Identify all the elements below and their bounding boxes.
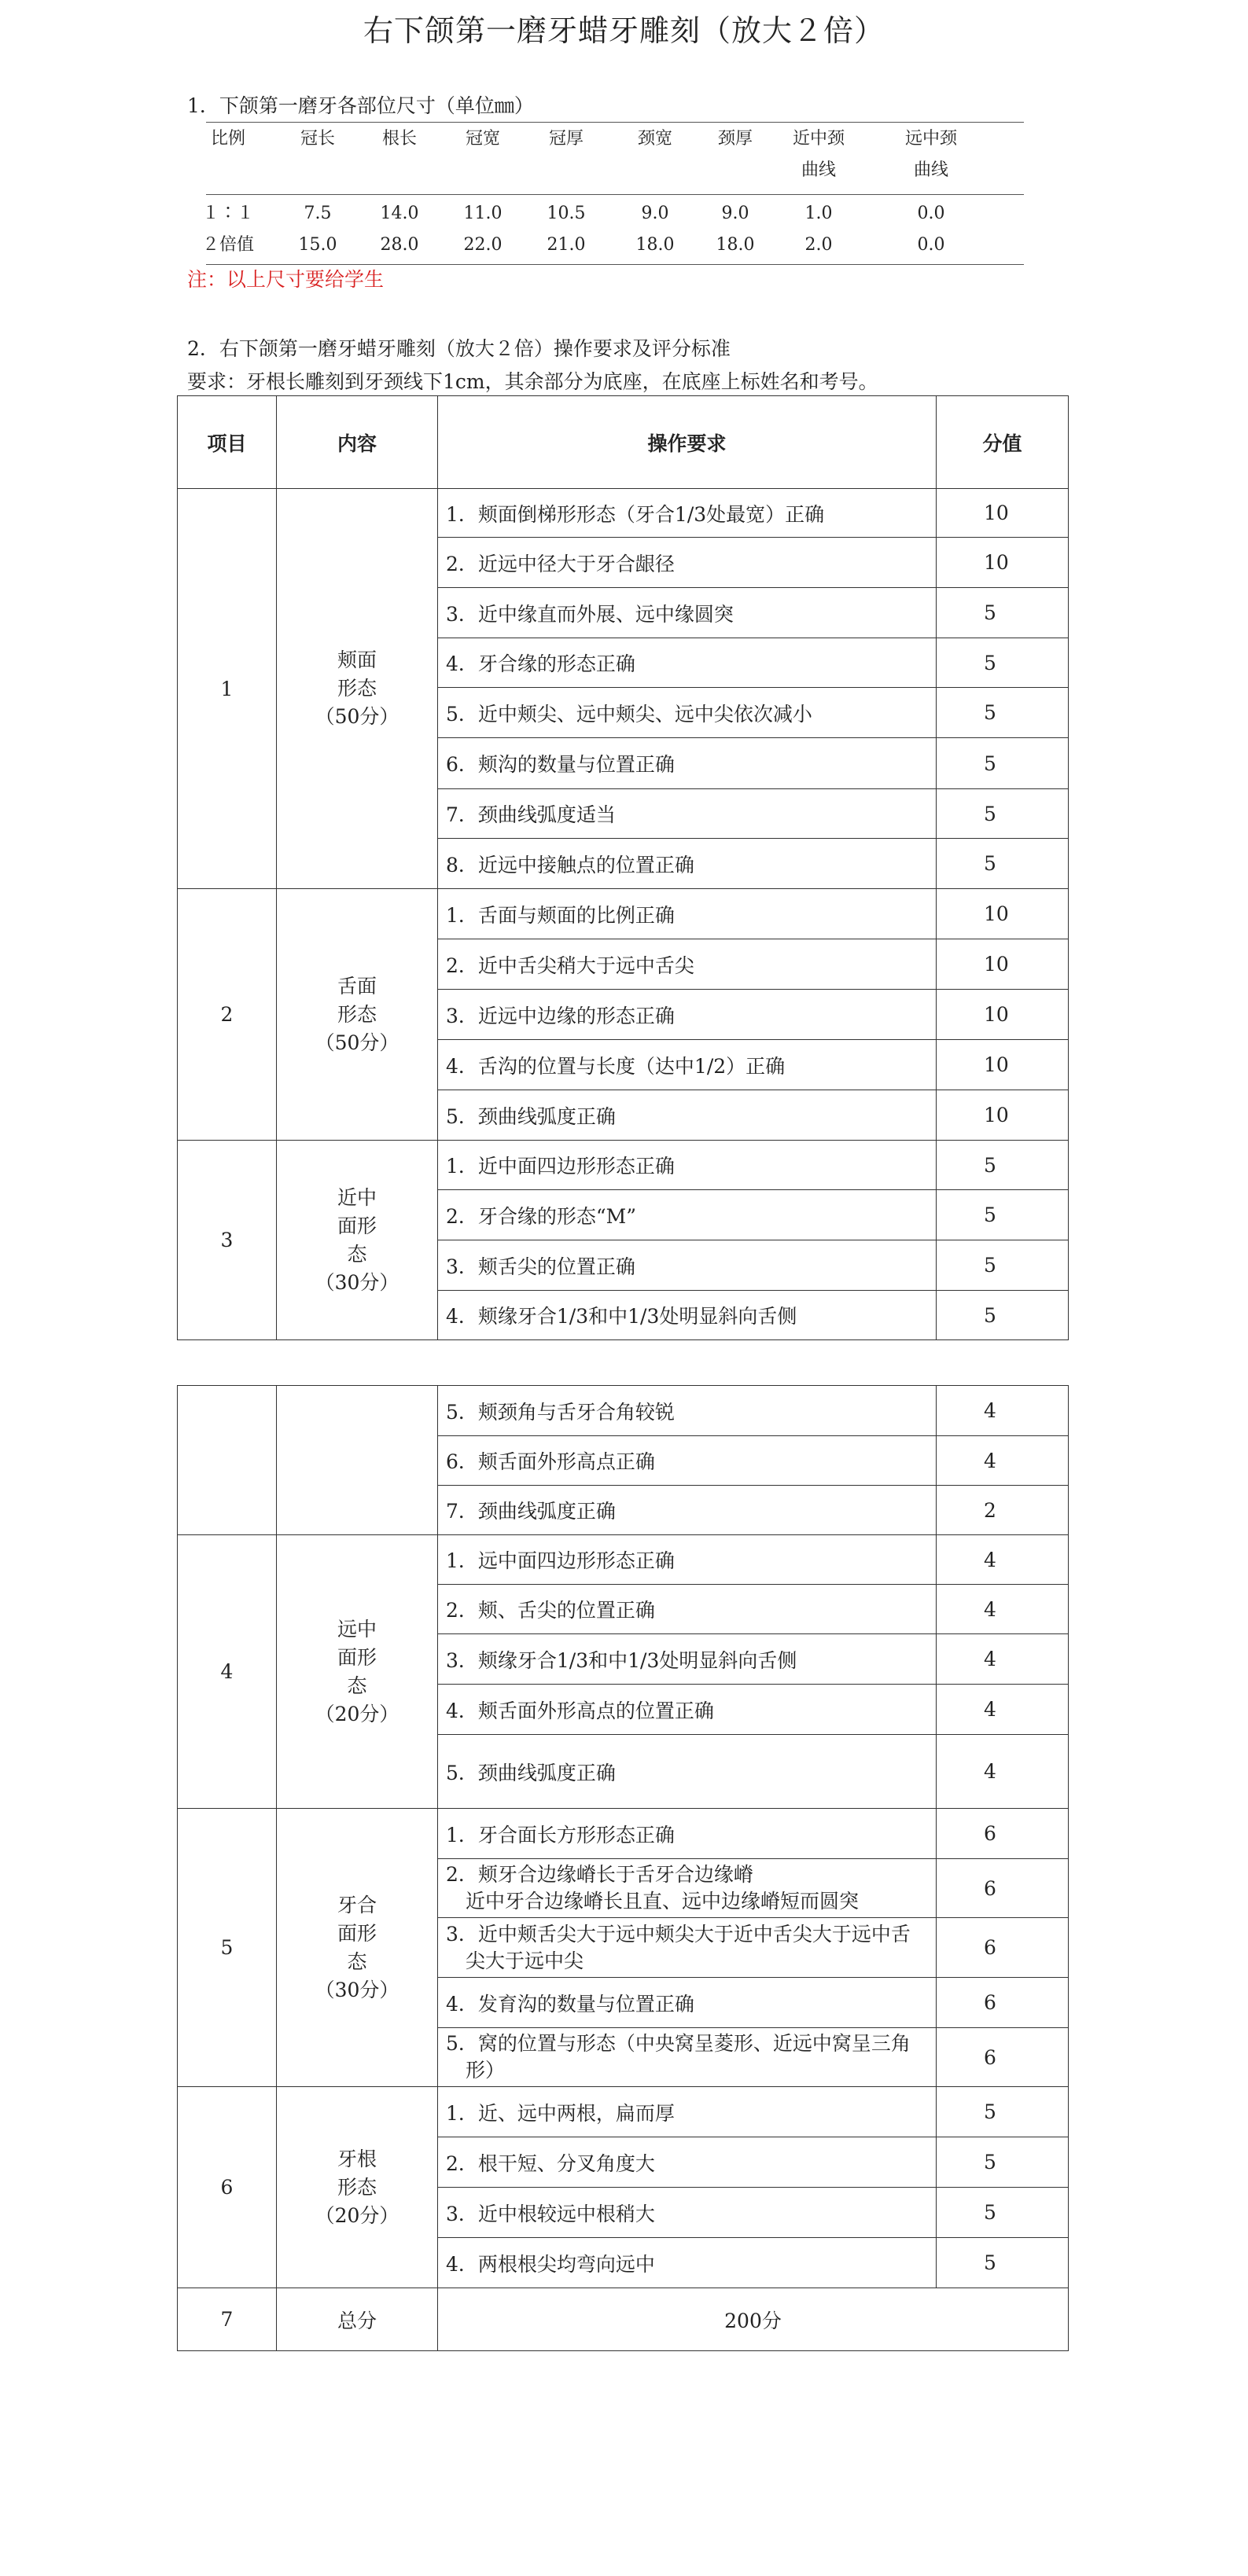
operation-requirement: 1．近、远中两根，扁而厚 xyxy=(438,2087,937,2137)
operation-requirement: 8．近远中接触点的位置正确 xyxy=(438,839,937,889)
score-value: 10 xyxy=(937,990,1069,1040)
scoring-table-page2 xyxy=(177,1385,1069,2351)
item-number: 5 xyxy=(178,1809,277,2087)
score-value: 4 xyxy=(937,1535,1069,1585)
operation-requirement: 5．颈曲线弧度正确 xyxy=(438,1735,937,1809)
operation-requirement: 3．近中缘直而外展、远中缘圆突 xyxy=(438,588,937,638)
score-value: 4 xyxy=(937,1634,1069,1685)
score-value: 5 xyxy=(937,588,1069,638)
table-rule-mid xyxy=(206,194,1024,195)
dimension-cell: 14.0 xyxy=(380,204,419,223)
operation-requirement: 4．牙合缘的形态正确 xyxy=(438,638,937,688)
score-value: 5 xyxy=(937,2087,1069,2137)
operation-requirement: 2．近远中径大于牙合龈径 xyxy=(438,538,937,588)
dimension-cell: 9.0 xyxy=(721,204,749,223)
table-row xyxy=(178,1386,1069,1436)
operation-requirement: 7．颈曲线弧度适当 xyxy=(438,789,937,839)
table-row xyxy=(178,1535,1069,1585)
score-value: 5 xyxy=(937,839,1069,889)
score-value: 5 xyxy=(937,2137,1069,2188)
operation-requirement: 1．牙合面长方形形态正确 xyxy=(438,1809,937,1859)
dimension-cell: ２倍值 xyxy=(201,235,254,255)
section2-heading: 2．右下颌第一磨牙蜡牙雕刻（放大２倍）操作要求及评分标准 xyxy=(187,337,731,360)
dimension-cell: 11.0 xyxy=(463,204,503,223)
dimension-column-header: 冠厚 xyxy=(548,129,584,149)
dimension-cell: 7.5 xyxy=(304,204,332,223)
operation-requirement: 1．舌面与颊面的比例正确 xyxy=(438,889,937,939)
score-value: 6 xyxy=(937,1859,1069,1918)
score-value: 6 xyxy=(937,2028,1069,2087)
item-number: 2 xyxy=(178,889,277,1141)
item-number: 3 xyxy=(178,1141,277,1340)
table-row xyxy=(178,2087,1069,2137)
operation-requirement: 4．颊舌面外形高点的位置正确 xyxy=(438,1685,937,1735)
item-content xyxy=(277,1386,438,1535)
score-value: 4 xyxy=(937,1735,1069,1809)
score-value: 5 xyxy=(937,789,1069,839)
score-value: 10 xyxy=(937,1090,1069,1141)
dimension-cell: 22.0 xyxy=(463,235,503,255)
dimension-column-header: 颈宽 xyxy=(637,129,672,149)
dimension-cell: 9.0 xyxy=(641,204,669,223)
dimension-note: 注：以上尺寸要给学生 xyxy=(187,268,385,291)
dimension-column-header: 比例 xyxy=(210,129,245,149)
score-value: 5 xyxy=(937,1141,1069,1190)
operation-requirement: 4．舌沟的位置与长度（达中1/2）正确 xyxy=(438,1040,937,1090)
table-header-row xyxy=(178,396,1069,489)
operation-requirement: 3．近远中边缘的形态正确 xyxy=(438,990,937,1040)
operation-requirement: 2．根干短、分叉角度大 xyxy=(438,2137,937,2188)
operation-requirement: 3．近中颊舌尖大于远中颊尖大于近中舌尖大于远中舌 尖大于远中尖 xyxy=(438,1918,937,1978)
score-value: 10 xyxy=(937,1040,1069,1090)
item-number: 4 xyxy=(178,1535,277,1809)
score-value: 5 xyxy=(937,688,1069,738)
score-value: 5 xyxy=(937,1190,1069,1240)
score-value: 10 xyxy=(937,889,1069,939)
score-value: 5 xyxy=(937,2188,1069,2238)
dimension-cell: 2.0 xyxy=(804,235,833,255)
item-content: 远中 面形 态 （20分） xyxy=(277,1535,438,1809)
operation-requirement: 5．近中颊尖、远中颊尖、远中尖依次减小 xyxy=(438,688,937,738)
score-value: 6 xyxy=(937,1918,1069,1978)
operation-requirement: 5．颈曲线弧度正确 xyxy=(438,1090,937,1141)
score-value: 5 xyxy=(937,1291,1069,1340)
operation-requirement: 1．远中面四边形形态正确 xyxy=(438,1535,937,1585)
item-content: 颊面 形态 （50分） xyxy=(277,489,438,889)
table-row xyxy=(178,1141,1069,1190)
dimension-cell: 15.0 xyxy=(298,235,337,255)
score-value: 6 xyxy=(937,1809,1069,1859)
total-value: 200分 xyxy=(438,2288,1069,2351)
score-value: 2 xyxy=(937,1486,1069,1535)
scoring-table-page1 xyxy=(177,395,1069,1340)
operation-requirement: 6．颊舌面外形高点正确 xyxy=(438,1436,937,1486)
operation-requirement: 5．颊颈角与舌牙合角较锐 xyxy=(438,1386,937,1436)
operation-requirement: 2．牙合缘的形态“M” xyxy=(438,1190,937,1240)
total-number: 7 xyxy=(178,2288,277,2351)
dimension-column-header: 远中颈 曲线 xyxy=(904,129,957,180)
operation-requirement: 2．近中舌尖稍大于远中舌尖 xyxy=(438,939,937,990)
score-value: 4 xyxy=(937,1436,1069,1486)
table-row xyxy=(178,889,1069,939)
score-value: 4 xyxy=(937,1685,1069,1735)
dimension-cell: 10.5 xyxy=(547,204,586,223)
score-value: 10 xyxy=(937,489,1069,538)
operation-requirement: 7．颈曲线弧度正确 xyxy=(438,1486,937,1535)
score-value: 10 xyxy=(937,538,1069,588)
total-label: 总分 xyxy=(277,2288,438,2351)
operation-requirement: 3．颊舌尖的位置正确 xyxy=(438,1240,937,1291)
dimension-cell: 0.0 xyxy=(917,204,945,223)
score-value: 5 xyxy=(937,2238,1069,2288)
score-value: 4 xyxy=(937,1386,1069,1436)
score-value: 4 xyxy=(937,1585,1069,1634)
dimension-column-header: 颈厚 xyxy=(717,129,753,149)
page-title: 右下颌第一磨牙蜡牙雕刻（放大２倍） xyxy=(363,13,885,48)
dimension-cell: 18.0 xyxy=(716,235,755,255)
table-row xyxy=(178,489,1069,538)
item-content: 牙合 面形 态 （30分） xyxy=(277,1809,438,2087)
table-header-cell: 分值 xyxy=(937,396,1069,489)
item-content: 近中 面形 态 （30分） xyxy=(277,1141,438,1340)
operation-requirement: 1．颊面倒梯形形态（牙合1/3处最宽）正确 xyxy=(438,489,937,538)
score-value: 10 xyxy=(937,939,1069,990)
operation-requirement: 5．窝的位置与形态（中央窝呈菱形、近远中窝呈三角 形） xyxy=(438,2028,937,2087)
operation-requirement: 3．近中根较远中根稍大 xyxy=(438,2188,937,2238)
dimension-table xyxy=(201,120,1024,266)
table-header-cell: 操作要求 xyxy=(438,396,937,489)
dimension-column-header: 冠宽 xyxy=(465,129,500,149)
table-header-cell: 内容 xyxy=(277,396,438,489)
operation-requirement: 3．颊缘牙合1/3和中1/3处明显斜向舌侧 xyxy=(438,1634,937,1685)
dimension-cell: 0.0 xyxy=(917,235,945,255)
operation-requirement: 4．颊缘牙合1/3和中1/3处明显斜向舌侧 xyxy=(438,1291,937,1340)
item-number xyxy=(178,1386,277,1535)
requirement-text: 要求：牙根长雕刻到牙颈线下1cm，其余部分为底座，在底座上标姓名和考号。 xyxy=(187,370,878,393)
table-row xyxy=(178,1809,1069,1859)
dimension-column-header: 冠长 xyxy=(300,129,335,149)
item-content: 舌面 形态 （50分） xyxy=(277,889,438,1141)
table-header-cell: 项目 xyxy=(178,396,277,489)
dimension-column-header: 根长 xyxy=(381,129,417,149)
total-row xyxy=(178,2288,1069,2351)
dimension-cell: 28.0 xyxy=(380,235,419,255)
section1-heading: 1．下颌第一磨牙各部位尺寸（单位㎜） xyxy=(187,94,534,117)
score-value: 6 xyxy=(937,1978,1069,2028)
operation-requirement: 2．颊牙合边缘嵴长于舌牙合边缘嵴 近中牙合边缘嵴长且直、远中边缘嵴短而圆突 xyxy=(438,1859,937,1918)
score-value: 5 xyxy=(937,1240,1069,1291)
operation-requirement: 4．两根根尖均弯向远中 xyxy=(438,2238,937,2288)
score-value: 5 xyxy=(937,638,1069,688)
dimension-cell: １∶１ xyxy=(201,204,254,223)
operation-requirement: 6．颊沟的数量与位置正确 xyxy=(438,738,937,789)
table-rule-top xyxy=(206,122,1024,123)
dimension-cell: 1.0 xyxy=(804,204,833,223)
dimension-cell: 21.0 xyxy=(547,235,586,255)
operation-requirement: 4．发育沟的数量与位置正确 xyxy=(438,1978,937,2028)
score-value: 5 xyxy=(937,738,1069,789)
dimension-column-header: 近中颈 曲线 xyxy=(792,129,845,180)
item-content: 牙根 形态 （20分） xyxy=(277,2087,438,2288)
operation-requirement: 2．颊、舌尖的位置正确 xyxy=(438,1585,937,1634)
item-number: 6 xyxy=(178,2087,277,2288)
item-number: 1 xyxy=(178,489,277,889)
dimension-cell: 18.0 xyxy=(635,235,675,255)
operation-requirement: 1．近中面四边形形态正确 xyxy=(438,1141,937,1190)
